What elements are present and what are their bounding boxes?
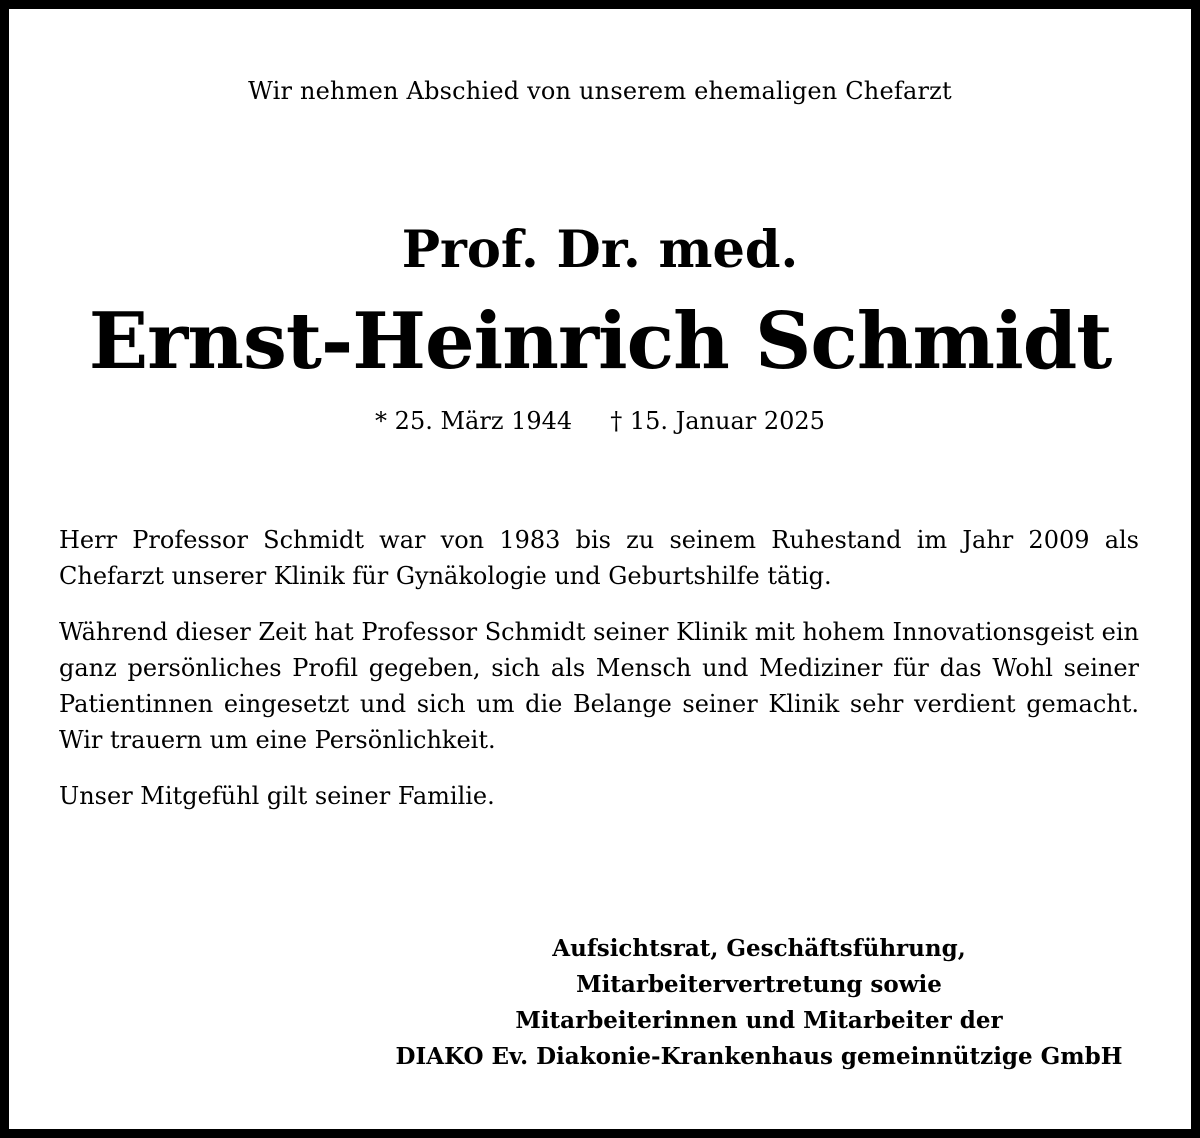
signature-line: Mitarbeitervertretung sowie bbox=[576, 971, 942, 998]
signature-line: Mitarbeiterinnen und Mitarbeiter der bbox=[515, 1007, 1003, 1034]
signature-line: DIAKO Ev. Diakonie-Krankenhaus gemeinnützige GmbH bbox=[395, 1043, 1123, 1070]
paragraph-tenure: Herr Professor Schmidt war von 1983 bis zu seinem Ruhestand im Jahr 2009 als Chefarzt unserer Klinik für Gynäkologie und Geburtshilfe tätig. bbox=[59, 526, 1139, 590]
life-dates bbox=[9, 401, 1191, 441]
deceased-name: Ernst-Heinrich Schmidt bbox=[88, 296, 1112, 387]
obituary-text bbox=[59, 522, 1139, 834]
academic-title: Prof. Dr. med. bbox=[401, 220, 799, 280]
signature-block bbox=[359, 931, 1159, 1075]
paragraph-condolence: Unser Mitgefühl gilt seiner Familie. bbox=[59, 782, 495, 810]
signature-line: Aufsichtsrat, Geschäftsführung, bbox=[552, 935, 966, 962]
paragraph-achievements: Während dieser Zeit hat Professor Schmidt seiner Klinik mit hohem Innovationsgeist ein ganz persönliches Profil gegeben, sich als Mensch und Mediziner für das Wohl seiner Patientinnen eingesetzt und sich um die Belange seiner Klinik sehr verdient gemacht. Wir trauern um eine Persönlichkeit. bbox=[59, 618, 1139, 754]
birth-date: * 25. März 1944 bbox=[375, 407, 573, 435]
death-date: † 15. Januar 2025 bbox=[610, 407, 825, 435]
intro-line: Wir nehmen Abschied von unserem ehemaligen Chefarzt bbox=[248, 77, 952, 105]
